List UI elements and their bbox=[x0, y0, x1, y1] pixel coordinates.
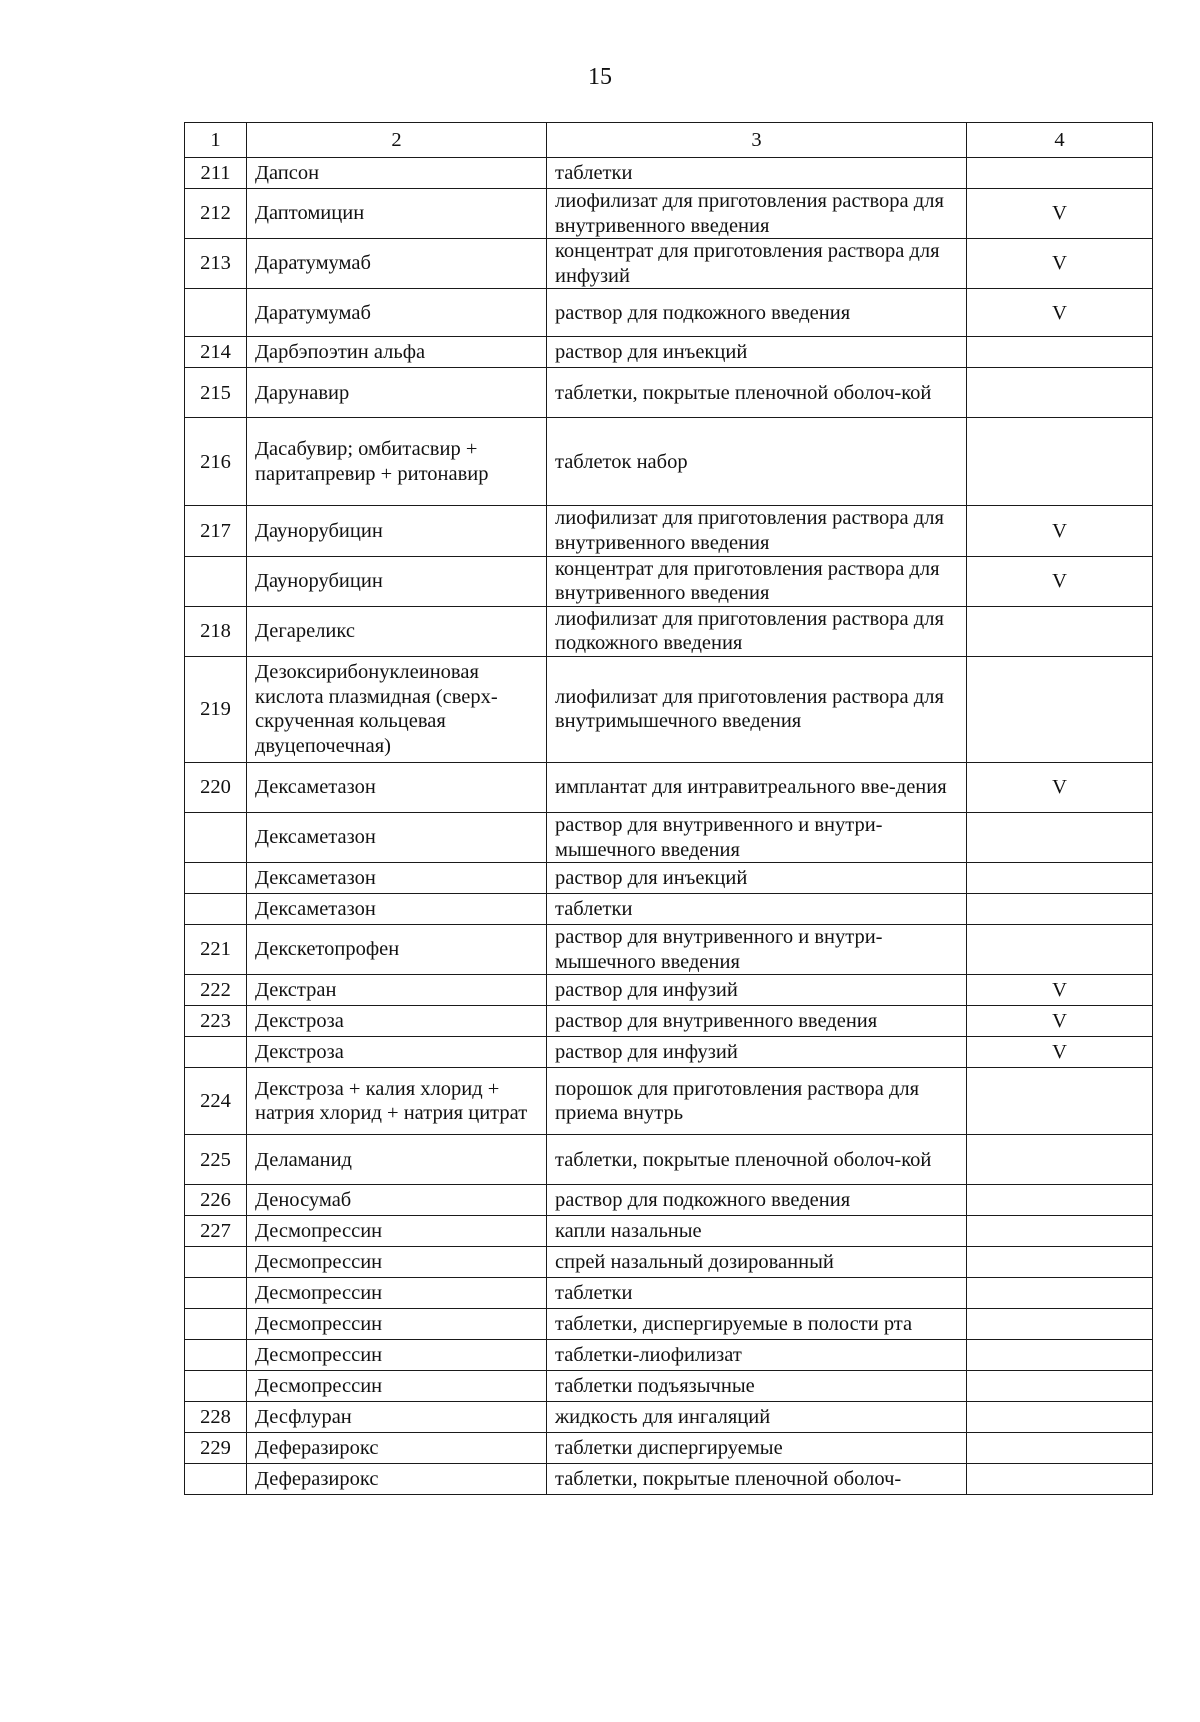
cell-drug-name: Дегареликс bbox=[247, 606, 547, 656]
header-cell-4: 4 bbox=[967, 123, 1153, 158]
header-cell-2: 2 bbox=[247, 123, 547, 158]
cell-mark bbox=[967, 925, 1153, 975]
cell-dosage-form: таблетки bbox=[547, 894, 967, 925]
cell-drug-name: Десфлуран bbox=[247, 1402, 547, 1433]
cell-number: 223 bbox=[185, 1006, 247, 1037]
cell-dosage-form: капли назальные bbox=[547, 1216, 967, 1247]
cell-drug-name: Десмопрессин bbox=[247, 1247, 547, 1278]
table-row bbox=[185, 337, 1153, 368]
cell-number: 216 bbox=[185, 418, 247, 506]
cell-mark bbox=[967, 1185, 1153, 1216]
cell-number: 218 bbox=[185, 606, 247, 656]
cell-number: 219 bbox=[185, 656, 247, 762]
table-row bbox=[185, 239, 1153, 289]
table-row bbox=[185, 925, 1153, 975]
cell-number: 213 bbox=[185, 239, 247, 289]
cell-number: 228 bbox=[185, 1402, 247, 1433]
table-row bbox=[185, 158, 1153, 189]
cell-mark: V bbox=[967, 506, 1153, 556]
cell-drug-name: Десмопрессин bbox=[247, 1278, 547, 1309]
cell-number: 227 bbox=[185, 1216, 247, 1247]
cell-drug-name: Даратумумаб bbox=[247, 289, 547, 337]
table-row bbox=[185, 1037, 1153, 1068]
table-row bbox=[185, 289, 1153, 337]
table-row bbox=[185, 368, 1153, 418]
cell-dosage-form: раствор для инфузий bbox=[547, 975, 967, 1006]
cell-drug-name: Декстроза bbox=[247, 1006, 547, 1037]
cell-dosage-form: таблетки, покрытые пленочной оболоч-кой bbox=[547, 368, 967, 418]
cell-mark bbox=[967, 1371, 1153, 1402]
table-row bbox=[185, 556, 1153, 606]
cell-number bbox=[185, 894, 247, 925]
header-row bbox=[185, 123, 1153, 158]
table-row bbox=[185, 1340, 1153, 1371]
cell-drug-name: Десмопрессин bbox=[247, 1340, 547, 1371]
table-row bbox=[185, 975, 1153, 1006]
table-row bbox=[185, 1216, 1153, 1247]
cell-drug-name: Дасабувир; омбитасвир + паритапревир + ритонавир bbox=[247, 418, 547, 506]
cell-drug-name: Дексаметазон bbox=[247, 762, 547, 812]
table-row bbox=[185, 1278, 1153, 1309]
cell-mark bbox=[967, 337, 1153, 368]
cell-dosage-form: лиофилизат для приготовления раствора для внутривенного введения bbox=[547, 506, 967, 556]
cell-drug-name: Деферазирокс bbox=[247, 1464, 547, 1495]
cell-dosage-form: таблеток набор bbox=[547, 418, 967, 506]
cell-dosage-form: концентрат для приготовления раствора для инфузий bbox=[547, 239, 967, 289]
table-row bbox=[185, 1247, 1153, 1278]
cell-dosage-form: таблетки-лиофилизат bbox=[547, 1340, 967, 1371]
header-cell-3: 3 bbox=[547, 123, 967, 158]
cell-drug-name: Даунорубицин bbox=[247, 556, 547, 606]
cell-number: 229 bbox=[185, 1433, 247, 1464]
cell-drug-name: Дексаметазон bbox=[247, 894, 547, 925]
table-row bbox=[185, 1068, 1153, 1135]
cell-dosage-form: раствор для подкожного введения bbox=[547, 289, 967, 337]
cell-drug-name: Декстроза + калия хлорид + натрия хлорид + натрия цитрат bbox=[247, 1068, 547, 1135]
cell-drug-name: Даратумумаб bbox=[247, 239, 547, 289]
table-row bbox=[185, 1402, 1153, 1433]
cell-number: 220 bbox=[185, 762, 247, 812]
cell-dosage-form: раствор для подкожного введения bbox=[547, 1185, 967, 1216]
cell-drug-name: Дезоксирибонуклеиновая кислота плазмидная (сверх-скрученная кольцевая двуцепочечная) bbox=[247, 656, 547, 762]
cell-drug-name: Деферазирокс bbox=[247, 1433, 547, 1464]
cell-mark bbox=[967, 894, 1153, 925]
cell-dosage-form: таблетки bbox=[547, 158, 967, 189]
cell-mark bbox=[967, 1135, 1153, 1185]
cell-mark bbox=[967, 1216, 1153, 1247]
table-row bbox=[185, 1309, 1153, 1340]
cell-mark bbox=[967, 812, 1153, 862]
cell-mark: V bbox=[967, 239, 1153, 289]
cell-dosage-form: раствор для инъекций bbox=[547, 863, 967, 894]
cell-mark bbox=[967, 656, 1153, 762]
cell-dosage-form: порошок для приготовления раствора для приема внутрь bbox=[547, 1068, 967, 1135]
cell-dosage-form: раствор для инъекций bbox=[547, 337, 967, 368]
cell-drug-name: Дапсон bbox=[247, 158, 547, 189]
table-row bbox=[185, 1371, 1153, 1402]
cell-drug-name: Деносумаб bbox=[247, 1185, 547, 1216]
cell-drug-name: Дексаметазон bbox=[247, 812, 547, 862]
cell-mark: V bbox=[967, 762, 1153, 812]
cell-dosage-form: концентрат для приготовления раствора для внутривенного введения bbox=[547, 556, 967, 606]
table-row bbox=[185, 1135, 1153, 1185]
cell-mark bbox=[967, 1278, 1153, 1309]
cell-dosage-form: раствор для внутривенного и внутри-мышечного введения bbox=[547, 812, 967, 862]
cell-number: 214 bbox=[185, 337, 247, 368]
cell-number: 221 bbox=[185, 925, 247, 975]
cell-drug-name: Дексаметазон bbox=[247, 863, 547, 894]
cell-dosage-form: лиофилизат для приготовления раствора для внутривенного введения bbox=[547, 189, 967, 239]
cell-dosage-form: таблетки, покрытые пленочной оболоч-кой bbox=[547, 1135, 967, 1185]
cell-number: 211 bbox=[185, 158, 247, 189]
cell-mark: V bbox=[967, 556, 1153, 606]
cell-dosage-form: имплантат для интравитреального вве-дения bbox=[547, 762, 967, 812]
cell-mark: V bbox=[967, 1006, 1153, 1037]
drug-table bbox=[184, 122, 1153, 1495]
cell-mark bbox=[967, 606, 1153, 656]
cell-mark bbox=[967, 1340, 1153, 1371]
cell-number: 224 bbox=[185, 1068, 247, 1135]
cell-dosage-form: раствор для внутривенного введения bbox=[547, 1006, 967, 1037]
table-row bbox=[185, 189, 1153, 239]
cell-number bbox=[185, 289, 247, 337]
cell-dosage-form: таблетки, диспергируемые в полости рта bbox=[547, 1309, 967, 1340]
table-row bbox=[185, 656, 1153, 762]
cell-drug-name: Декстран bbox=[247, 975, 547, 1006]
cell-drug-name: Деламанид bbox=[247, 1135, 547, 1185]
table-body bbox=[185, 158, 1153, 1495]
cell-drug-name: Даптомицин bbox=[247, 189, 547, 239]
header-cell-1: 1 bbox=[185, 123, 247, 158]
cell-number bbox=[185, 812, 247, 862]
cell-number bbox=[185, 1464, 247, 1495]
cell-drug-name: Даунорубицин bbox=[247, 506, 547, 556]
table-row bbox=[185, 894, 1153, 925]
table-row bbox=[185, 1433, 1153, 1464]
table-row bbox=[185, 606, 1153, 656]
cell-mark bbox=[967, 1464, 1153, 1495]
cell-mark bbox=[967, 368, 1153, 418]
cell-mark bbox=[967, 1247, 1153, 1278]
cell-number: 226 bbox=[185, 1185, 247, 1216]
cell-number bbox=[185, 1037, 247, 1068]
cell-number: 222 bbox=[185, 975, 247, 1006]
table-row bbox=[185, 506, 1153, 556]
cell-number: 215 bbox=[185, 368, 247, 418]
cell-number bbox=[185, 1309, 247, 1340]
cell-number bbox=[185, 1247, 247, 1278]
cell-drug-name: Десмопрессин bbox=[247, 1309, 547, 1340]
table-row bbox=[185, 812, 1153, 862]
cell-mark bbox=[967, 1309, 1153, 1340]
cell-drug-name: Декстроза bbox=[247, 1037, 547, 1068]
cell-number bbox=[185, 556, 247, 606]
cell-number bbox=[185, 1371, 247, 1402]
table-row bbox=[185, 418, 1153, 506]
cell-number: 225 bbox=[185, 1135, 247, 1185]
cell-mark: V bbox=[967, 975, 1153, 1006]
cell-number: 212 bbox=[185, 189, 247, 239]
cell-mark bbox=[967, 1068, 1153, 1135]
table-row bbox=[185, 863, 1153, 894]
cell-dosage-form: раствор для инфузий bbox=[547, 1037, 967, 1068]
cell-dosage-form: таблетки bbox=[547, 1278, 967, 1309]
cell-mark: V bbox=[967, 1037, 1153, 1068]
cell-mark: V bbox=[967, 289, 1153, 337]
cell-drug-name: Декскетопрофен bbox=[247, 925, 547, 975]
cell-dosage-form: таблетки, покрытые пленочной оболоч- bbox=[547, 1464, 967, 1495]
table-row bbox=[185, 1185, 1153, 1216]
cell-drug-name: Десмопрессин bbox=[247, 1216, 547, 1247]
cell-dosage-form: лиофилизат для приготовления раствора для подкожного введения bbox=[547, 606, 967, 656]
cell-drug-name: Дарунавир bbox=[247, 368, 547, 418]
cell-drug-name: Десмопрессин bbox=[247, 1371, 547, 1402]
cell-number: 217 bbox=[185, 506, 247, 556]
cell-number bbox=[185, 1278, 247, 1309]
table-row bbox=[185, 762, 1153, 812]
table-row bbox=[185, 1464, 1153, 1495]
cell-dosage-form: таблетки подъязычные bbox=[547, 1371, 967, 1402]
table-row bbox=[185, 1006, 1153, 1037]
cell-mark: V bbox=[967, 189, 1153, 239]
cell-number bbox=[185, 863, 247, 894]
cell-drug-name: Дарбэпоэтин альфа bbox=[247, 337, 547, 368]
cell-dosage-form: жидкость для ингаляций bbox=[547, 1402, 967, 1433]
cell-mark bbox=[967, 1433, 1153, 1464]
cell-number bbox=[185, 1340, 247, 1371]
cell-dosage-form: раствор для внутривенного и внутри-мышечного введения bbox=[547, 925, 967, 975]
cell-dosage-form: лиофилизат для приготовления раствора для внутримышечного введения bbox=[547, 656, 967, 762]
cell-dosage-form: спрей назальный дозированный bbox=[547, 1247, 967, 1278]
cell-mark bbox=[967, 863, 1153, 894]
cell-mark bbox=[967, 158, 1153, 189]
cell-mark bbox=[967, 418, 1153, 506]
page-number: 15 bbox=[588, 64, 612, 90]
cell-mark bbox=[967, 1402, 1153, 1433]
cell-dosage-form: таблетки диспергируемые bbox=[547, 1433, 967, 1464]
